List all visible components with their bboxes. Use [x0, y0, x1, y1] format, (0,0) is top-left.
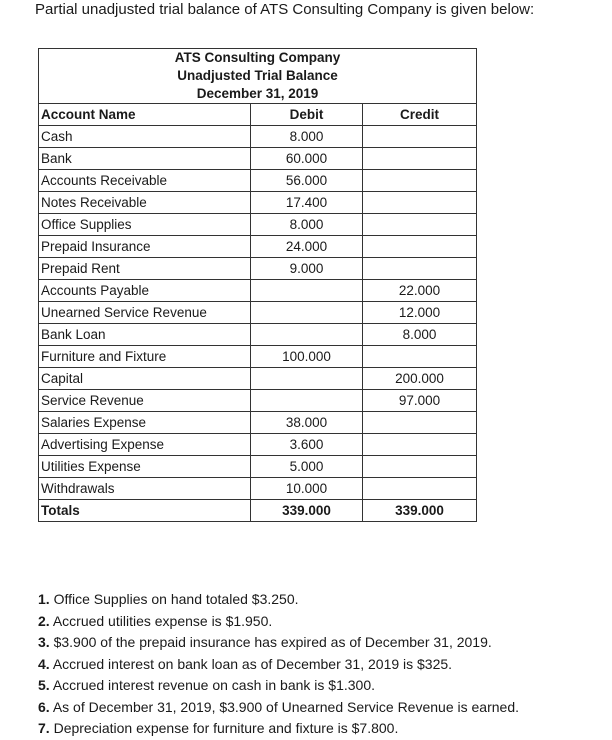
note-number: 3.: [38, 634, 50, 650]
credit-cell: [363, 346, 477, 368]
statement-title: Unadjusted Trial Balance: [177, 68, 338, 83]
list-item: [38, 654, 519, 676]
account-name-cell: Unearned Service Revenue: [39, 302, 251, 324]
adjustment-notes-list: [38, 589, 519, 740]
account-name-cell: Accounts Receivable: [39, 170, 251, 192]
account-name-cell: Notes Receivable: [39, 192, 251, 214]
debit-cell: 10.000: [251, 478, 363, 500]
totals-row: [39, 500, 477, 522]
account-name-cell: Bank Loan: [39, 324, 251, 346]
debit-cell: 339.000: [251, 500, 363, 522]
credit-cell: [363, 126, 477, 148]
debit-cell: 38.000: [251, 412, 363, 434]
credit-cell: [363, 170, 477, 192]
debit-cell: 5.000: [251, 456, 363, 478]
table-row: [39, 170, 477, 192]
intro-text: Partial unadjusted trial balance of ATS Consulting Company is given below:: [35, 1, 535, 18]
credit-cell: [363, 456, 477, 478]
column-header-row: [39, 104, 477, 126]
note-text: $3.900 of the prepaid insurance has expired as of December 31, 2019.: [53, 634, 492, 650]
note-text: Accrued interest on bank loan as of December 31, 2019 is $325.: [52, 655, 453, 672]
table-title-cell: [39, 49, 477, 104]
note-text: Accrued utilities expense is $1.950.: [52, 612, 273, 629]
header-account-name: Account Name: [39, 104, 251, 126]
account-name-cell: Salaries Expense: [39, 412, 251, 434]
table-title-row: [39, 49, 477, 104]
list-item: [38, 632, 519, 654]
note-number: 6.: [38, 698, 50, 715]
debit-cell: 3.600: [251, 434, 363, 456]
note-number: 5.: [38, 677, 50, 693]
account-name-cell: Advertising Expense: [39, 434, 251, 456]
account-name-cell: Cash: [39, 126, 251, 148]
table-row: [39, 390, 477, 412]
table-row: [39, 126, 477, 148]
debit-cell: 17.400: [251, 192, 363, 214]
note-text: Office Supplies on hand totaled $3.250.: [53, 591, 299, 607]
header-credit: Credit: [363, 104, 477, 126]
list-item: [38, 697, 519, 719]
table-row: [39, 324, 477, 346]
debit-cell: [251, 280, 363, 302]
account-name-cell: Furniture and Fixture: [39, 346, 251, 368]
table-row: [39, 192, 477, 214]
account-name-cell: Accounts Payable: [39, 280, 251, 302]
credit-cell: [363, 214, 477, 236]
credit-cell: 22.000: [363, 280, 477, 302]
debit-cell: 100.000: [251, 346, 363, 368]
note-text: Accrued interest revenue on cash in bank is $1.300.: [52, 677, 376, 693]
trial-balance-table: [38, 48, 477, 522]
debit-cell: 9.000: [251, 258, 363, 280]
table-row: [39, 412, 477, 434]
company-name: ATS Consulting Company: [174, 50, 341, 65]
credit-cell: 339.000: [363, 500, 477, 522]
list-item: [38, 611, 519, 633]
account-name-cell: Office Supplies: [39, 214, 251, 236]
table-row: [39, 214, 477, 236]
account-name-cell: Withdrawals: [39, 478, 251, 500]
note-number: 1.: [38, 591, 50, 607]
debit-cell: [251, 302, 363, 324]
debit-cell: 8.000: [251, 214, 363, 236]
debit-cell: 56.000: [251, 170, 363, 192]
header-debit: Debit: [251, 104, 363, 126]
table-row: [39, 236, 477, 258]
credit-cell: 97.000: [363, 390, 477, 412]
list-item: [38, 589, 519, 611]
account-name-cell: Totals: [39, 500, 251, 522]
account-name-cell: Utilities Expense: [39, 456, 251, 478]
table-row: [39, 148, 477, 170]
note-text: Depreciation expense for furniture and fixture is $7.800.: [53, 720, 399, 736]
note-number: 7.: [38, 720, 50, 736]
debit-cell: 60.000: [251, 148, 363, 170]
debit-cell: [251, 390, 363, 412]
note-number: 2.: [38, 612, 50, 629]
credit-cell: [363, 434, 477, 456]
table-row: [39, 346, 477, 368]
note-number: 4.: [38, 655, 50, 672]
table-row: [39, 280, 477, 302]
list-item: [38, 718, 519, 740]
table-row: [39, 302, 477, 324]
list-item: [38, 675, 519, 697]
table-row: [39, 258, 477, 280]
credit-cell: [363, 236, 477, 258]
table-row: [39, 368, 477, 390]
credit-cell: [363, 412, 477, 434]
debit-cell: [251, 368, 363, 390]
debit-cell: 24.000: [251, 236, 363, 258]
account-name-cell: Capital: [39, 368, 251, 390]
account-name-cell: Bank: [39, 148, 251, 170]
debit-cell: 8.000: [251, 126, 363, 148]
table-row: [39, 434, 477, 456]
credit-cell: [363, 148, 477, 170]
debit-cell: [251, 324, 363, 346]
credit-cell: [363, 258, 477, 280]
account-name-cell: Service Revenue: [39, 390, 251, 412]
credit-cell: [363, 478, 477, 500]
account-name-cell: Prepaid Rent: [39, 258, 251, 280]
note-text: As of December 31, 2019, $3.900 of Unearned Service Revenue is earned.: [52, 698, 519, 715]
credit-cell: [363, 192, 477, 214]
account-name-cell: Prepaid Insurance: [39, 236, 251, 258]
credit-cell: 200.000: [363, 368, 477, 390]
table-row: [39, 456, 477, 478]
table-row: [39, 478, 477, 500]
credit-cell: 8.000: [363, 324, 477, 346]
credit-cell: 12.000: [363, 302, 477, 324]
statement-date: December 31, 2019: [196, 86, 319, 101]
